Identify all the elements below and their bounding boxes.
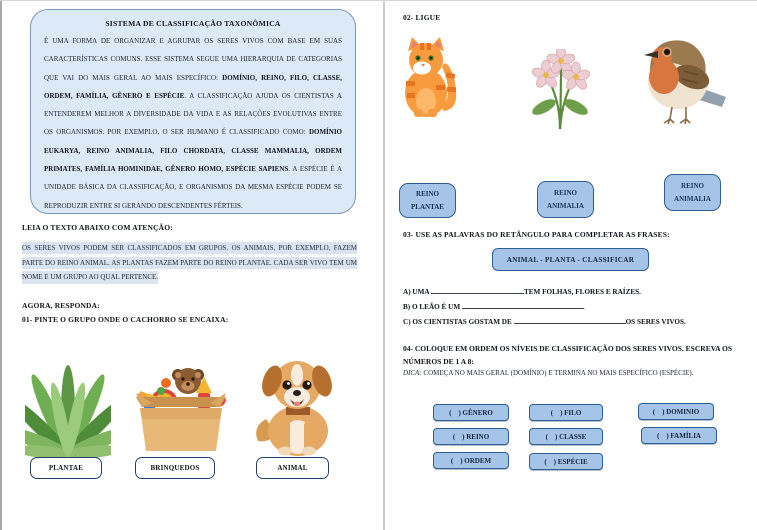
target-reino-animalia-2[interactable]: REINO ANIMALIA (664, 174, 721, 211)
level-box-classe[interactable]: ( ) CLASSE (529, 428, 603, 445)
info-seg-1: É UMA FORMA DE ORGANIZAR E AGRUPAR OS SERES VIVOS COM BASE EM SUAS CARACTERÍSTICAS COMUNS. ESSE SISTEMA SEGUE UMA HIERARQUIA DE CATEGORIAS QUE VAI DO MAIS GERAL AO MAIS ESPECÍFICO: (44, 37, 342, 82)
question-2-heading: 02- LIGUE (403, 13, 441, 22)
read-text-heading: LEIA O TEXTO ABAIXO COM ATENÇÃO: (22, 223, 173, 232)
highlighted-paragraph: OS SERES VIVOS PODEM SER CLASSIFICADOS EM GRUPOS. OS ANIMAIS, POR EXEMPLO, FAZEM PARTE DO REINO ANIMAL. AS PLANTAS FAZEM PARTE DO REINO PLANTAE. CADA SER VIVO TEM UM NOME E UM GRUPO AO QUAL PERTENCE. (22, 241, 357, 285)
taxonomy-info-box (30, 9, 356, 214)
target-reino-animalia-1[interactable]: REINO ANIMALIA (537, 181, 594, 218)
info-seg-5: . A ESPÉCIE É A UNIDADE BÁSICA DA CLASSIFICAÇÃO, E ORGANISMOS DA MESMA ESPÉCIE PODEM SE REPRODUZIR ENTRE SI GERANDO DESCENDENTES FÉRTEIS. (44, 165, 343, 210)
pink-flowers-image[interactable] (528, 49, 592, 131)
info-box-title: SISTEMA DE CLASSIFICAÇÃO TAXONÔMICA (105, 19, 281, 28)
level-box-genero[interactable]: ( ) GÊNERO (433, 404, 509, 421)
orange-cat-image[interactable] (398, 35, 462, 119)
sentence-b: B) O LEÃO É UM . (403, 303, 585, 311)
level-box-ordem[interactable]: ( ) ORDEM (433, 452, 509, 469)
question-4-hint (403, 369, 694, 377)
option-brinquedos[interactable]: BRINQUEDOS (135, 457, 215, 479)
level-box-filo[interactable]: ( ) FILO (529, 404, 603, 421)
puppy-image[interactable] (248, 349, 346, 459)
hint-text: COMEÇA NO MAIS GERAL (DOMÍNIO) E TERMINA NO MAIS ESPECÍFICO (ESPÉCIE). (421, 369, 694, 377)
sentence-c: C) OS CIENTISTAS GOSTAM DE OS SERES VIVOS. (403, 318, 686, 326)
answer-now-heading: AGORA, RESPONDA: (22, 301, 100, 310)
page-column-divider (383, 1, 385, 530)
sentence-c-blank[interactable] (514, 317, 626, 324)
option-plantae[interactable]: PLANTAE (30, 457, 102, 479)
sentence-a: A) UMA TEM FOLHAS, FLORES E RAÍZES. (403, 288, 641, 296)
level-box-familia[interactable]: ( ) FAMÍLIA (641, 427, 717, 444)
hint-label: DICA: (403, 369, 422, 377)
question-4-heading: 04- COLOQUE EM ORDEM OS NÍVEIS DE CLASSIFICAÇÃO DOS SERES VIVOS. ESCREVA OS NÚMEROS DE 1 A 8: (403, 344, 733, 366)
page-left-edge (0, 1, 2, 530)
info-seg-2-bold: DOMÍNIO, REINO, FILO, CLASSE, ORDEM, FAMÍLIA, GÊNERO E ESPÉCIE (44, 73, 342, 100)
level-box-reino[interactable]: ( ) REINO (433, 428, 509, 445)
info-seg-4-bold: DOMÍNIO EUKARYA, REINO ANIMALIA, FILO CHORDATA, CLASSE MAMMALIA, ORDEM PRIMATES, FAMÍLIA HOMINIDAE, GÊNERO HOMO, ESPÉCIE SAPIENS (44, 128, 342, 174)
sentence-a-blank[interactable] (431, 287, 524, 294)
info-seg-3: . A CLASSIFICAÇÃO AJUDA OS CIENTISTAS A ENTENDEREM MELHOR A DIVERSIDADE DA VIDA E AS RELAÇÕES EVOLUTIVAS ENTRE OS ORGANISMOS. POR EXEMPLO, O SER HUMANO É CLASSIFICADO COMO: (44, 91, 342, 137)
question-1-heading: 01- PINTE O GRUPO ONDE O CACHORRO SE ENCAIXA: (22, 315, 229, 324)
level-box-dominio[interactable]: ( ) DOMINIO (638, 403, 714, 420)
option-animal[interactable]: ANIMAL (256, 457, 329, 479)
toy-box-image[interactable] (128, 353, 233, 455)
sentence-b-blank[interactable] (462, 302, 583, 309)
info-box-body (44, 32, 342, 215)
fern-plant-image[interactable] (25, 349, 111, 459)
target-reino-plantae[interactable]: REINO PLANTAE (399, 183, 456, 218)
question-3-heading: 03- USE AS PALAVRAS DO RETÂNGULO PARA COMPLETAR AS FRASES: (403, 230, 670, 239)
robin-bird-image[interactable] (636, 29, 728, 125)
level-box-especie[interactable]: ( ) ESPÉCIE (529, 453, 603, 470)
word-bank-box: ANIMAL - PLANTA - CLASSIFICAR (492, 248, 649, 271)
